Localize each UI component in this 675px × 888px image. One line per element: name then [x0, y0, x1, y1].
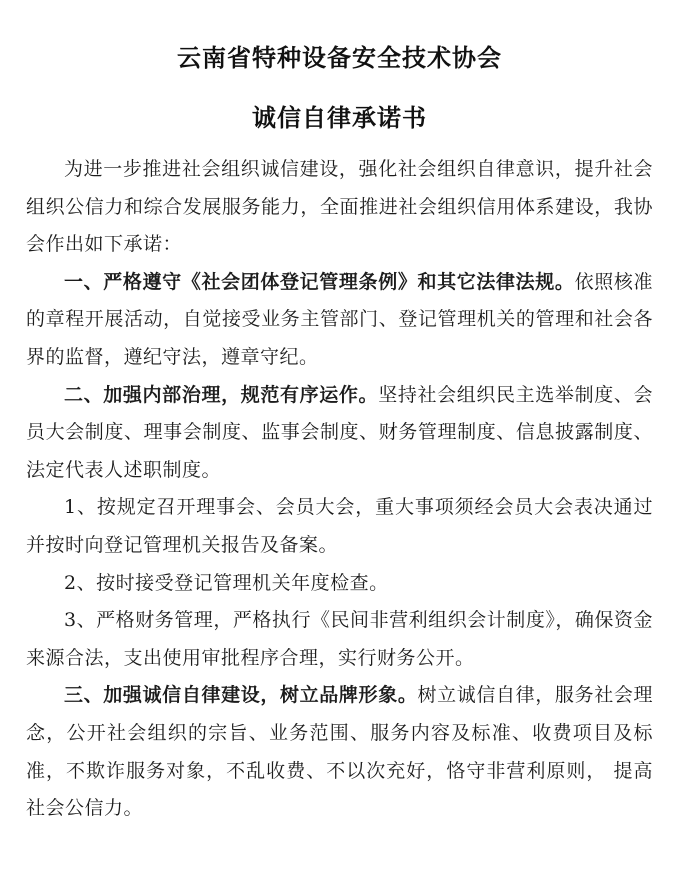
paragraph-lead: 一、严格遵守《社会团体登记管理条例》和其它法律法规。 — [64, 270, 575, 293]
paragraph-lead: 三、加强诚信自律建设，树立品牌形象。 — [64, 684, 418, 707]
paragraph-section-1 — [26, 264, 653, 377]
document-title-organization: 云南省特种设备安全技术协会 — [177, 44, 502, 72]
paragraph-section-3 — [26, 677, 653, 827]
paragraph-text: 2、按时接受登记管理机关年度检查。 — [64, 571, 389, 594]
paragraph-section-2 — [26, 377, 653, 490]
paragraph-text: 树立诚信自律，服务社会理念，公开社会组织的宗旨、业务范围、服务内容及标准、收费项目及标准，不欺诈服务对象，不乱收费、不以次充好，恪守非营利原则， 提高社会公信力。 — [26, 684, 653, 820]
document-title-commitment: 诚信自律承诺书 — [252, 104, 427, 132]
paragraph-text: 为进一步推进社会组织诚信建设，强化社会组织自律意识，提升社会组织公信力和综合发展服务能力，全面推进社会组织信用体系建设，我协会作出如下承诺： — [26, 158, 653, 256]
paragraph-text: 1、按规定召开理事会、会员大会，重大事项须经会员大会表决通过并按时向登记管理机关报告及备案。 — [26, 496, 653, 556]
document-body — [26, 151, 653, 828]
paragraph-intro — [26, 151, 653, 264]
paragraph-text: 坚持社会组织民主选举制度、会员大会制度、理事会制度、监事会制度、财务管理制度、信息披露制度、法定代表人述职制度。 — [26, 383, 653, 481]
paragraph-item-3 — [26, 602, 653, 677]
paragraph-item-2 — [26, 565, 653, 603]
paragraph-item-1 — [26, 489, 653, 564]
paragraph-text: 依照核准的章程开展活动，自觉接受业务主管部门、登记管理机关的管理和社会各界的监督，遵纪守法，遵章守纪。 — [26, 270, 653, 368]
paragraph-lead: 二、加强内部治理，规范有序运作。 — [64, 383, 379, 406]
paragraph-text: 3、严格财务管理，严格执行《民间非营利组织会计制度》，确保资金来源合法，支出使用审批程序合理，实行财务公开。 — [26, 609, 653, 669]
